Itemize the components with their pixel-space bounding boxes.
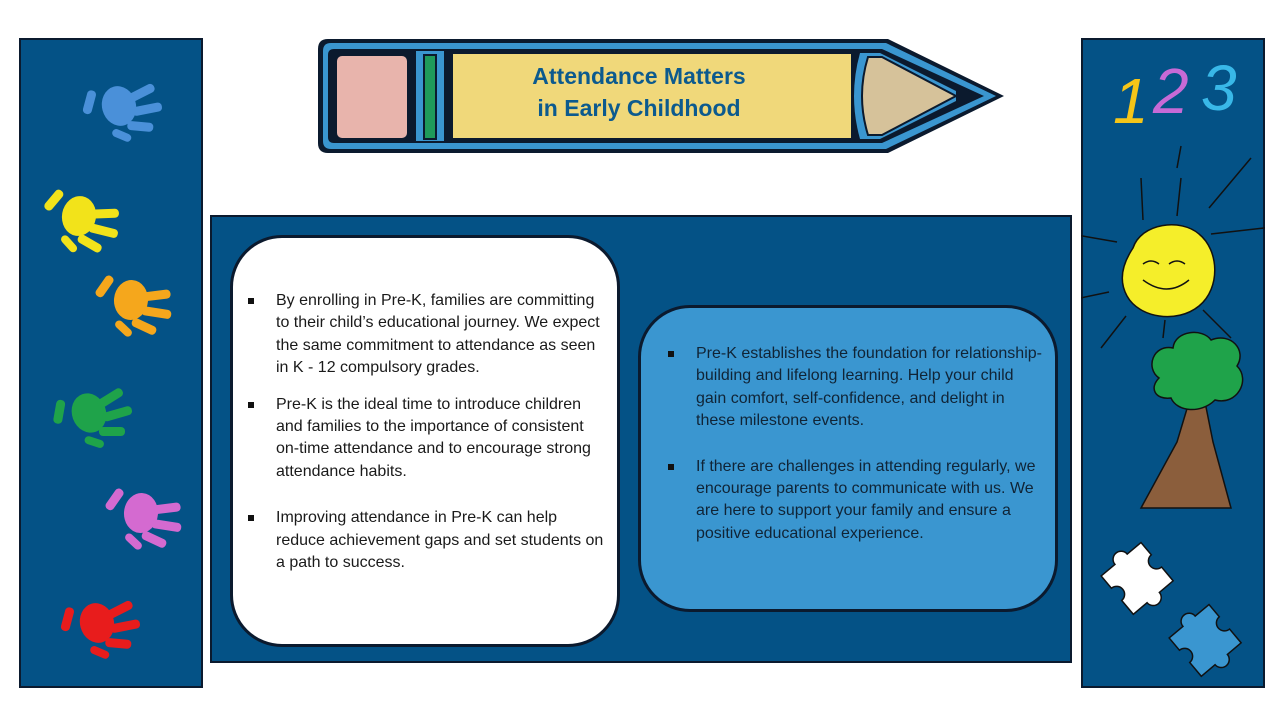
list-item: If there are challenges in attending regularly, we encourage parents to communicate with us. We are here to support your family and ensure a positive educational experience. <box>650 456 1045 546</box>
handprint-yellow-icon <box>35 186 124 261</box>
sun-icon <box>1081 146 1265 348</box>
handprints-art <box>19 38 203 688</box>
list-item: Pre-K establishes the foundation for relationship-building and lifelong learning. Help your child gain comfort, self-confidence, and delight in these milestone events. <box>650 343 1045 433</box>
kids-drawing-art <box>1081 38 1265 688</box>
puzzle-white-icon <box>1096 536 1178 620</box>
handprint-blue-icon <box>77 72 170 153</box>
handprint-purple-icon <box>100 486 184 555</box>
list-item: Improving attendance in Pre-K can help reduce achievement gaps and set students on a path to success. <box>230 507 610 574</box>
page-title <box>460 60 818 124</box>
numbers-123-icon <box>1113 52 1237 137</box>
tree-icon <box>1141 332 1243 508</box>
handprint-red-icon <box>55 589 148 670</box>
handprint-orange-icon <box>90 273 174 342</box>
number-2: 2 <box>1153 55 1189 127</box>
title-line-1: Attendance Matters <box>532 63 746 89</box>
left-bullet-list <box>230 290 610 574</box>
list-item: By enrolling in Pre-K, families are committing to their child’s educational journey. We expect the same commitment to attendance as seen in K - 12 compulsory grades. <box>230 290 610 380</box>
list-item: Pre-K is the ideal time to introduce children and families to the importance of consistent on-time attendance and to encourage strong attendance habits. <box>230 394 610 484</box>
number-3: 3 <box>1201 52 1237 124</box>
title-line-2: in Early Childhood <box>537 95 741 121</box>
handprint-green-icon <box>46 376 142 462</box>
right-bullet-list <box>650 343 1045 545</box>
number-1: 1 <box>1113 65 1149 137</box>
puzzle-blue-icon <box>1164 598 1246 682</box>
right-decor-panel <box>1081 38 1265 688</box>
left-decor-panel <box>19 38 203 688</box>
